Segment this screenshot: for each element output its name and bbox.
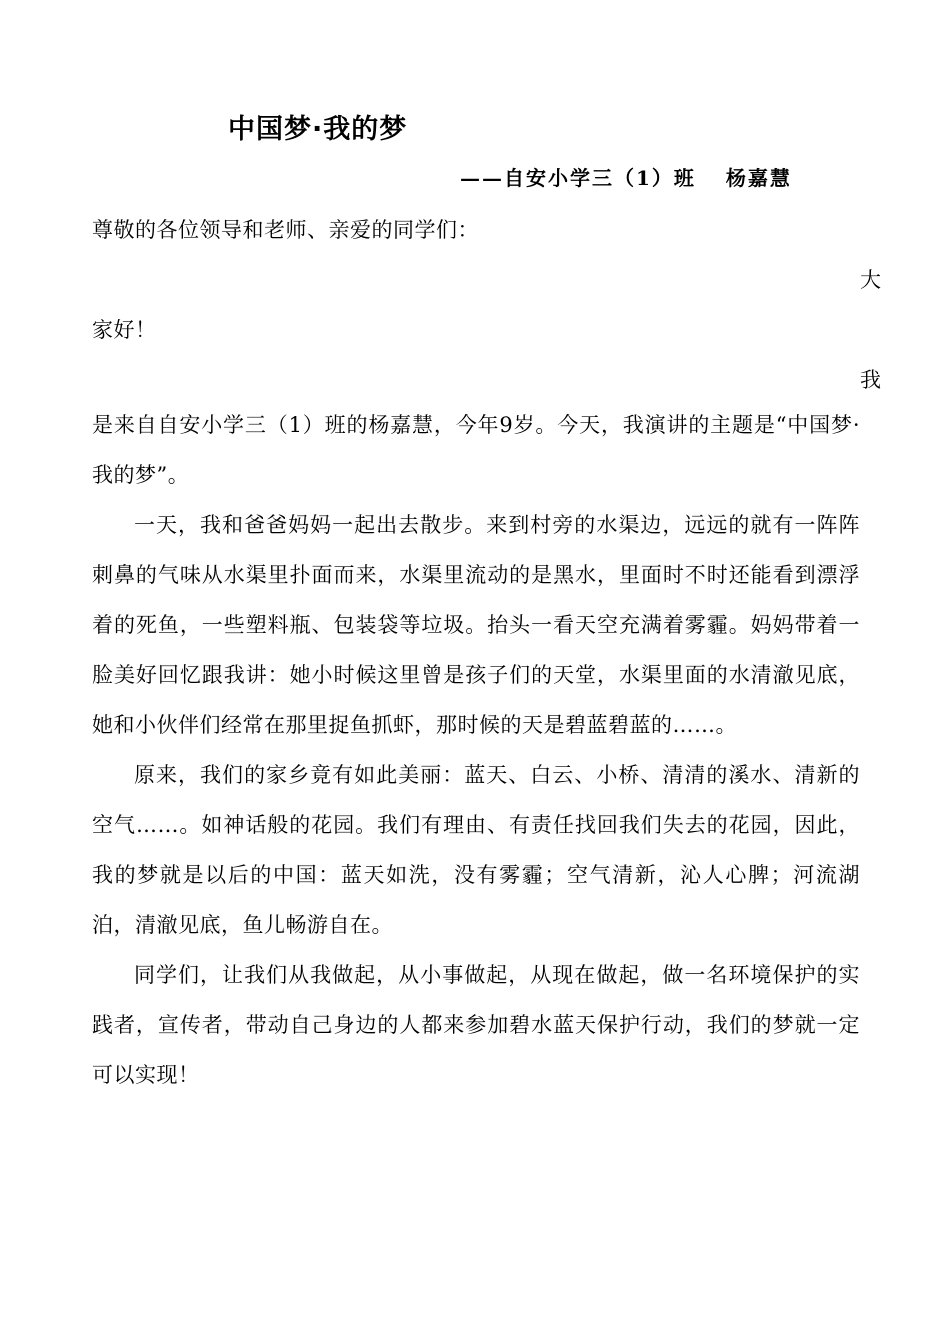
- paragraph-walk: 一天，我和爸爸妈妈一起出去散步。来到村旁的水渠边，远远的就有一阵阵刺鼻的气味从水渠里扑面而来，水渠里流动的是黑水，里面时不时还能看到漂浮着的死鱼，一些塑料瓶、包装袋等垃圾。抬头一看天空充满着雾霾。妈妈带着一脸美好回忆跟我讲：她小时候这里曾是孩子们的天堂，水渠里面的水清澈见底，她和小伙伴们经常在那里捉鱼抓虾，那时候的天是碧蓝碧蓝的……。: [92, 513, 860, 737]
- intro-paragraph: 是来自自安小学三（1）班的杨嘉慧，今年9岁。今天，我演讲的主题是“中国梦·我的梦”。: [92, 413, 860, 487]
- greeting-rest: 家好！: [92, 318, 157, 342]
- paragraph-call-to-action: 同学们，让我们从我做起，从小事做起，从现在做起，做一名环境保护的实践者，宣传者，带动自己身边的人都来参加碧水蓝天保护行动，我们的梦就一定可以实现！: [92, 963, 860, 1087]
- greeting-first-char: 大: [860, 268, 881, 292]
- intro-first-char: 我: [860, 368, 881, 392]
- paragraph-hometown: 原来，我们的家乡竟有如此美丽：蓝天、白云、小桥、清清的溪水、清新的空气……。如神话般的花园。我们有理由、有责任找回我们失去的花园，因此，我的梦就是以后的中国：蓝天如洗，没有雾霾；空气清新，沁人心脾；河流湖泊，清澈见底，鱼儿畅游自在。: [92, 763, 860, 937]
- byline-dash: ——: [460, 166, 504, 190]
- byline-name: 杨嘉慧: [725, 166, 792, 190]
- salutation: 尊敬的各位领导和老师、亲爱的同学们：: [92, 218, 479, 242]
- byline-school: 自安小学三（1）班: [504, 166, 696, 190]
- byline: [460, 162, 792, 191]
- page-title: 中国梦·我的梦: [228, 114, 408, 145]
